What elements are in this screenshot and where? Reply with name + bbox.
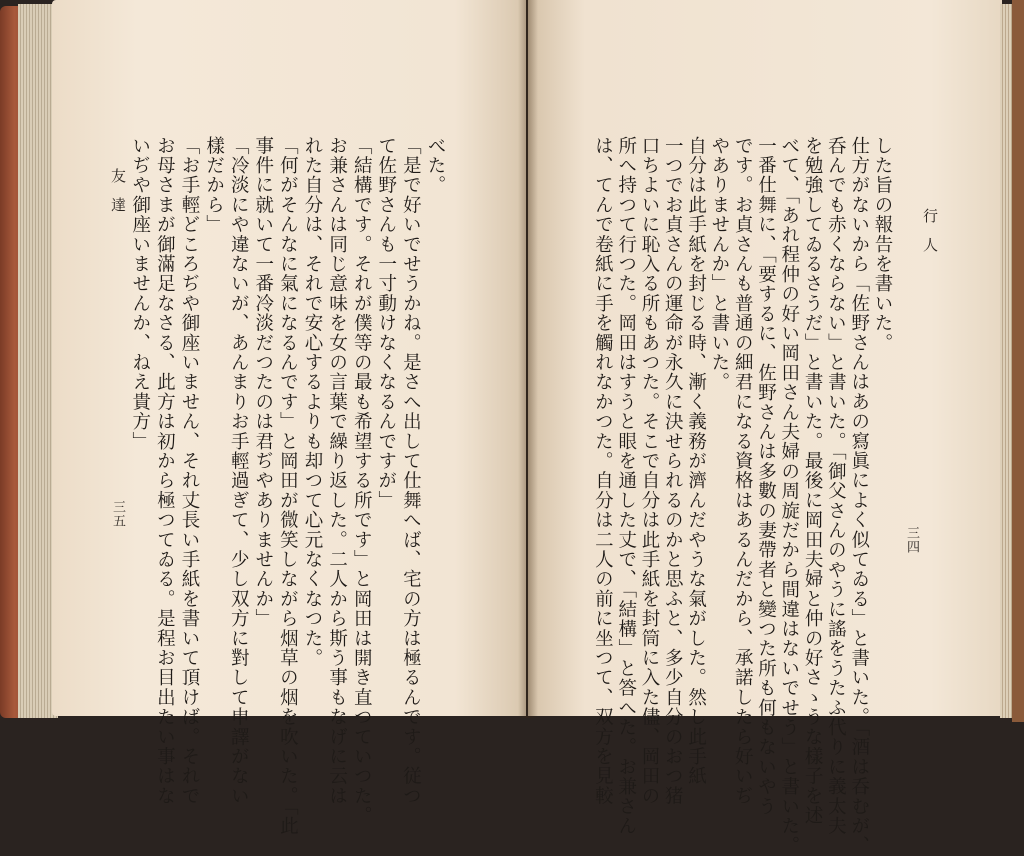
text-column: 一つでお貞さんの運命が永久に決せられるのかと思ふと、多少自分のおつ猪 bbox=[662, 136, 684, 806]
text-column: 呑んでも赤くならない」と書いた。「御父さんのやうに謠をうたふ代りに義太夫 bbox=[825, 136, 847, 836]
book-gutter bbox=[518, 0, 538, 718]
text-column: やありませんか」と書いた。 bbox=[708, 136, 730, 393]
text-column: お兼さんは同じ意味を女の言葉で繰り返した。二人から斯う事もなげに云は bbox=[326, 136, 348, 806]
text-column: 「お手輕どころぢや御座いません、それ丈長い手紙を書いて頂けば。それで bbox=[179, 136, 200, 806]
text-column: いぢや御座いませんか、ねえ貴方」 bbox=[129, 136, 151, 452]
text-column: れた自分は、それで安心するよりも却つて心元なくなつた。 bbox=[302, 136, 323, 668]
left-page bbox=[52, 0, 526, 836]
text-column: 「何がそんなに氣になるんです」と岡田が微笑しながら烟草の烟を吹いた。「此 bbox=[277, 136, 299, 836]
text-column: べて、「あれ程仲の好い岡田さん夫婦の周旋だから間違はないでせう」と書いた。 bbox=[778, 136, 800, 856]
text-column: て佐野さんも一寸動けなくなるんですが」 bbox=[375, 136, 397, 511]
right-page bbox=[528, 0, 1002, 856]
text-column: べた。 bbox=[425, 136, 446, 196]
text-column: を勉強してゐるさうだ」と書いた。最後に岡田夫婦と仲の好さゝうな樣子を述 bbox=[802, 136, 824, 826]
text-column: です。お貞さんも普通の細君になる資格はあるんだから、承諾したら好いぢ bbox=[732, 136, 754, 806]
page-number: 三五 bbox=[110, 500, 125, 528]
text-column: 所へ持つて行つた。岡田はすうと眼を通した丈で、「結構」と答へた。お兼さん bbox=[615, 136, 637, 836]
text-column: 樣だから」 bbox=[203, 136, 225, 235]
text-column: した旨の報告を書いた。 bbox=[872, 136, 893, 353]
text-column: 「結構です。それが僕等の最も希望する所です」と岡田は開き直つていつた。 bbox=[351, 136, 373, 826]
text-column: 「是で好いでせうかね。是さへ出して仕舞へば、宅の方は極るんです。従つ bbox=[400, 136, 422, 806]
text-column: 仕方がないから「佐野さんはあの寫眞によく似てゐる」と書いた。「酒は呑むが、 bbox=[848, 136, 870, 856]
text-column: 事件に就いて一番冷淡だつたのは君ぢやありませんか」 bbox=[252, 136, 274, 629]
page-number: 三四 bbox=[904, 526, 919, 554]
text-column: 自分は此手紙を封じる時、漸く義務が濟んだやうな氣がした。然し此手紙 bbox=[685, 136, 707, 787]
text-column: は、てんで卷紙に手を觸れなかつた。自分は二人の前に坐つて、双方を見較 bbox=[592, 136, 614, 806]
running-head: 友達 bbox=[109, 168, 127, 226]
running-head: 行人 bbox=[921, 208, 939, 266]
text-column: 一番仕舞に、「要するに、佐野さんは多數の妻帶者と變つた所も何もないやう bbox=[755, 136, 777, 817]
text-column: 「冷淡にや違ないが、あんまりお手輕過ぎて、少し双方に對して申譯がない bbox=[228, 136, 250, 806]
text-column: お母さまが御滿足なさる、此方は初から極つてゐる。是程お目出たい事はな bbox=[154, 136, 176, 806]
book-cover-right bbox=[1012, 0, 1024, 722]
text-column: 口ちよいに恥入る所もあつた。そこで自分は此手紙を封筒に入た儘、岡田の bbox=[639, 136, 660, 806]
